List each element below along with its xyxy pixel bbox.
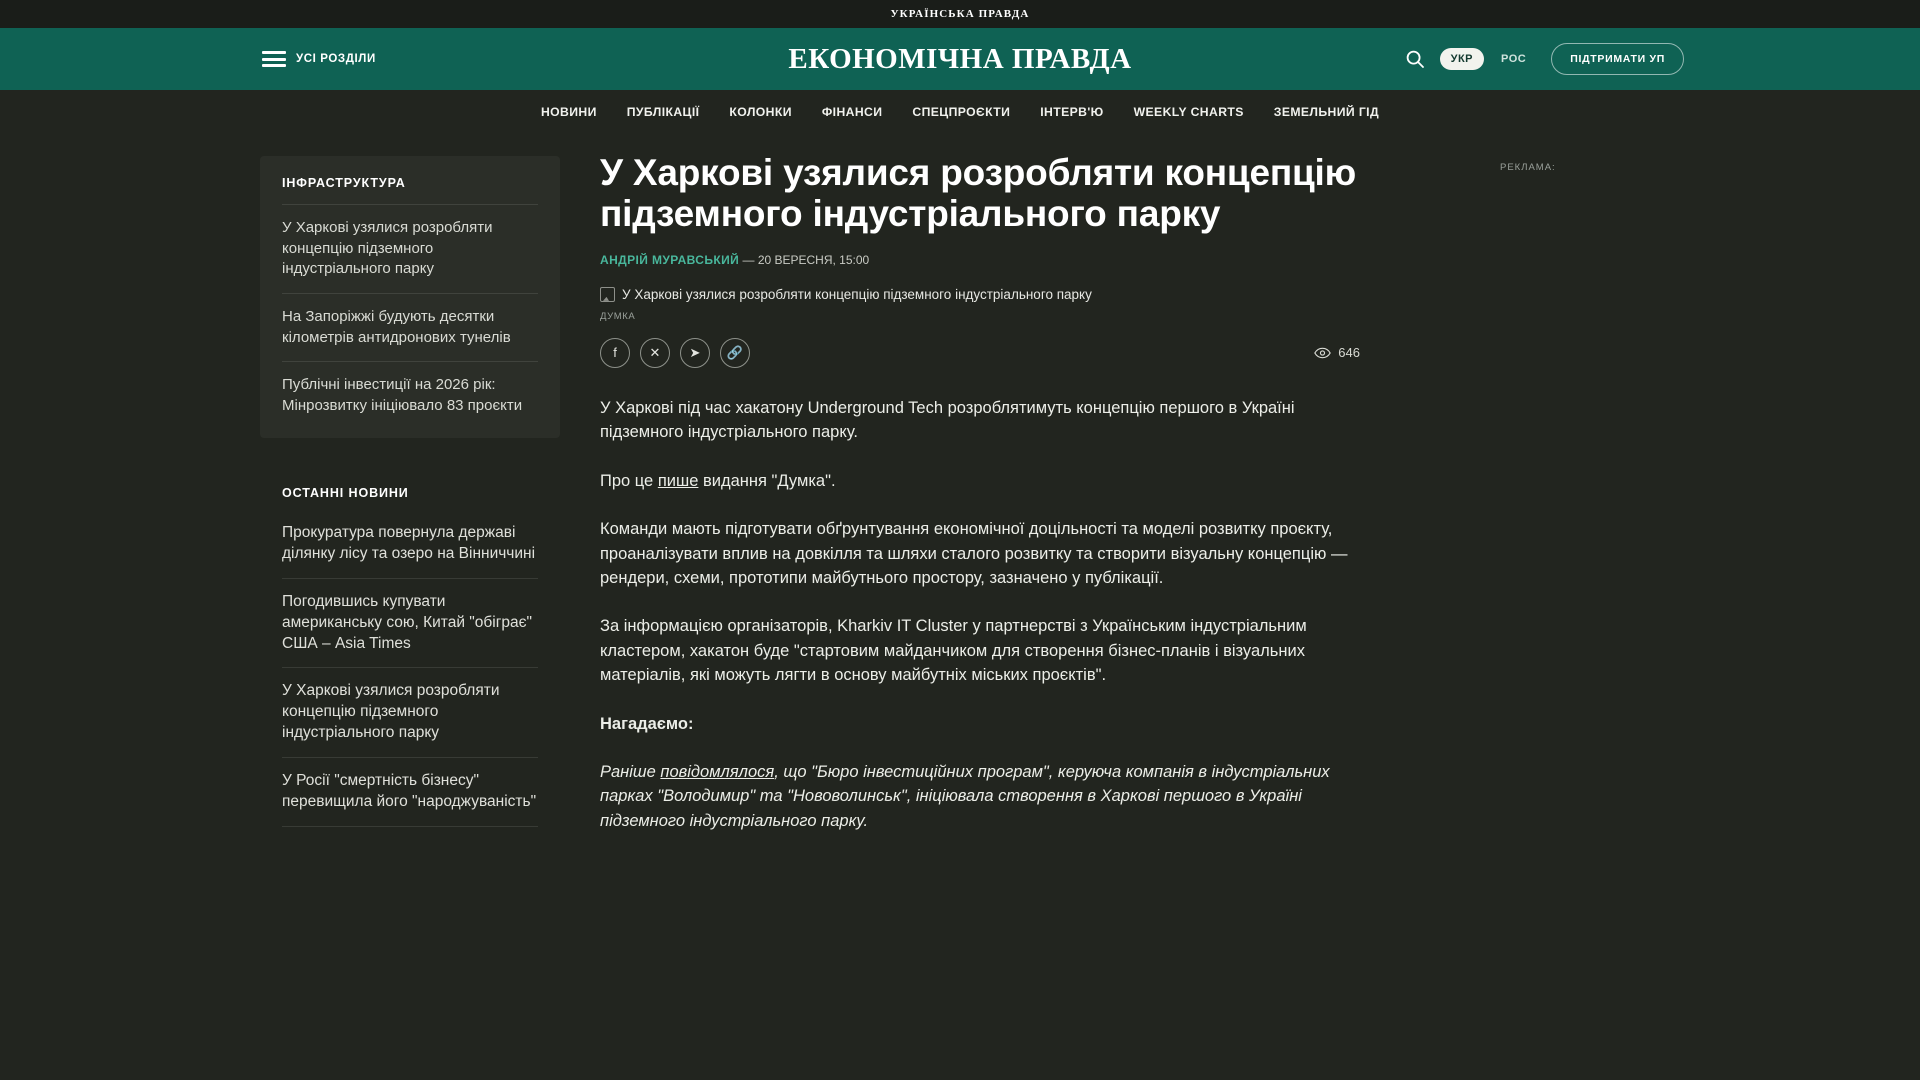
hero-image-credit: ДУМКА xyxy=(600,310,636,322)
list-item[interactable]: У Росії "смертність бізнесу" перевищила його "народжуваність" xyxy=(282,758,538,827)
view-counter xyxy=(1314,345,1360,360)
list-item[interactable]: У Харкові узялися розробляти концепцію підземного індустріального парку xyxy=(282,668,538,758)
latest-news-block xyxy=(260,486,560,827)
header-actions xyxy=(1404,43,1684,75)
article-paragraph xyxy=(600,760,1360,833)
x-share-button[interactable]: ✕ xyxy=(640,338,670,368)
article-paragraph: Команди мають підготувати обґрунтування економічної доцільності та моделі розвитку проєкту, проаналізувати вплив на довкілля та шляхи сталого розвитку та створити візуальну концепцію — рендери, схеми, прототипи майбутнього простору, зазначено у публікації. xyxy=(600,520,1348,587)
view-count: 646 xyxy=(1338,345,1360,361)
article-byline xyxy=(600,253,1360,267)
content-area xyxy=(0,134,1920,857)
nav-item-2[interactable]: КОЛОНКИ xyxy=(729,105,792,119)
nav-item-3[interactable]: ФІНАНСИ xyxy=(821,105,883,119)
share-row xyxy=(600,338,1360,368)
paragraph-text: видання "Думка". xyxy=(698,471,836,490)
list-item[interactable]: На Запоріжжі будують десятки кілометрів антидронових тунелів xyxy=(282,293,538,361)
facebook-share-button[interactable]: f xyxy=(600,338,630,368)
all-sections-label: УСІ РОЗДІЛИ xyxy=(296,53,376,65)
article xyxy=(600,134,1360,857)
list-item[interactable]: Прокуратура повернула державі ділянку лісу та озеро на Вінниччині xyxy=(282,510,538,579)
inline-link[interactable]: повідомлялося xyxy=(660,762,775,781)
ad-column xyxy=(1360,134,1920,857)
article-title: У Харкові узялися розробляти концепцію підземного індустріального парку xyxy=(600,152,1357,235)
article-paragraph: У Харкові під час хакатону Underground Tech розроблятимуть концепцію першого в Україні підземного індустріального парку. xyxy=(600,398,1295,442)
nav-item-4[interactable]: СПЕЦПРОЄКТИ xyxy=(912,105,1011,119)
paragraph-text: , що "Бюро інвестиційних програм", керуюча компанія в індустріальних парках "Володимир" та "Нововолинськ", ініціювала створення в Харкові першого в Україні підземного індустріального парку. xyxy=(600,762,1330,830)
lang-rus[interactable]: РОС xyxy=(1501,53,1527,65)
hamburger-icon xyxy=(262,51,286,67)
nav-item-6[interactable]: WEEKLY CHARTS xyxy=(1133,105,1244,119)
nav-item-7[interactable]: ЗЕМЕЛЬНИЙ ГІД xyxy=(1273,105,1380,119)
nav-item-1[interactable]: ПУБЛІКАЦІЇ xyxy=(626,105,700,119)
article-paragraph: За інформацією організаторів, Kharkiv IT Cluster у партнерстві з Українським індустріальним кластером, хакатон буде "стартовим майданчиком для створення бізнес-планів і візуальних матеріалів, які можуть лягти в основу майбутніх міських проєктів". xyxy=(600,617,1307,685)
up-brand-logo[interactable]: УКРАЇНСЬКА ПРАВДА xyxy=(890,8,1030,20)
paragraph-text: Про це xyxy=(600,471,658,490)
share-buttons xyxy=(600,338,750,368)
support-button[interactable]: ПІДТРИМАТИ УП xyxy=(1551,43,1684,75)
lang-ukr[interactable]: УКР xyxy=(1440,48,1484,70)
article-body xyxy=(600,396,1360,833)
site-header xyxy=(0,28,1920,90)
all-sections-menu-button[interactable] xyxy=(262,51,376,67)
broken-image-icon xyxy=(600,287,615,302)
article-subheading: Нагадаємо: xyxy=(600,714,694,733)
article-hero-image xyxy=(600,287,1360,302)
list-item[interactable]: Погодившись купувати американську сою, Китай "обіграє" США – Asia Times xyxy=(282,579,538,669)
top-strip xyxy=(0,0,1920,28)
list-item[interactable]: Публічні інвестиції на 2026 рік: Мінрозвитку ініціювало 83 проєкти xyxy=(282,361,538,429)
hero-image-alt: У Харкові узялися розробляти концепцію підземного індустріального парку xyxy=(622,286,1092,302)
search-icon[interactable] xyxy=(1404,48,1426,70)
latest-news-title: ОСТАННІ НОВИНИ xyxy=(282,485,409,500)
inline-link[interactable]: пише xyxy=(657,471,699,490)
nav-item-0[interactable]: НОВИНИ xyxy=(540,105,597,119)
article-date: 20 ВЕРЕСНЯ, 15:00 xyxy=(757,252,870,267)
infrastructure-card xyxy=(260,156,560,438)
copy-link-button[interactable]: 🔗 xyxy=(720,338,750,368)
main-nav xyxy=(0,90,1920,134)
article-paragraph xyxy=(600,469,1360,493)
sidebar xyxy=(260,134,560,857)
paragraph-text: Раніше xyxy=(600,762,661,781)
language-switcher[interactable] xyxy=(1440,48,1538,70)
nav-item-5[interactable]: ІНТЕРВ'Ю xyxy=(1040,105,1104,119)
page-title: ЕКОНОМІЧНА ПРАВДА xyxy=(788,42,1132,75)
article-author[interactable]: АНДРІЙ МУРАВСЬКИЙ xyxy=(600,252,740,267)
byline-separator: — xyxy=(739,252,758,267)
telegram-share-button[interactable]: ➤ xyxy=(680,338,710,368)
infrastructure-card-title: ІНФРАСТРУКТУРА xyxy=(282,176,406,190)
ad-label: РЕКЛАМА: xyxy=(1500,162,1556,173)
eye-icon xyxy=(1314,347,1331,359)
list-item[interactable]: У Харкові узялися розробляти концепцію підземного індустріального парку xyxy=(282,204,538,293)
